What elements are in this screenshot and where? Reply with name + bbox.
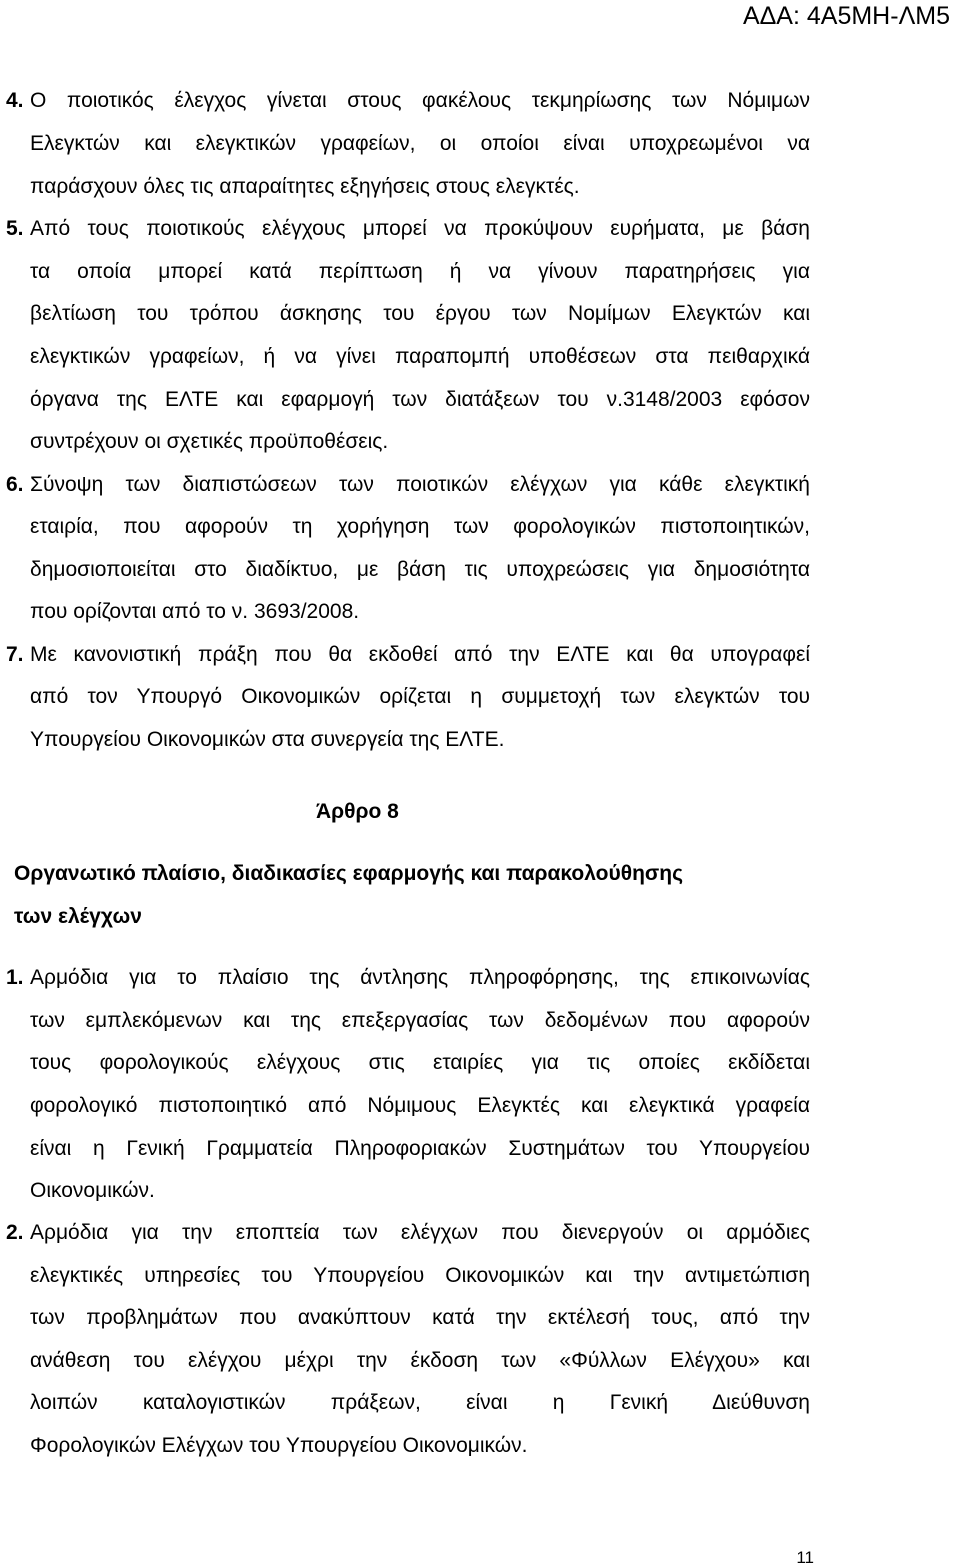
item-number: 5. bbox=[6, 217, 24, 240]
item-text-line: ανάθεση του ελέγχου μέχρι την έκδοση των «Φύλλων Ελέγχου» και bbox=[30, 1349, 810, 1372]
item-text-line: των εμπλεκόμενων και της επεξεργασίας των δεδομένων που αφορούν bbox=[30, 1009, 810, 1032]
item-text-line: που ορίζονται από το ν. 3693/2008. bbox=[30, 600, 360, 623]
item-text-line: βελτίωση του τρόπου άσκησης του έργου των Νομίμων Ελεγκτών και bbox=[30, 302, 810, 325]
item-text-line: φορολογικό πιστοποιητικό από Νόμιμους Ελεγκτές και ελεγκτικά γραφεία bbox=[30, 1094, 810, 1117]
item-text-line: Με κανονιστική πράξη που θα εκδοθεί από την ΕΛΤΕ και θα υπογραφεί bbox=[30, 643, 810, 666]
item-text-line: ελεγκτικών γραφείων, ή να γίνει παραπομπή υποθέσεων στα πειθαρχικά bbox=[30, 345, 810, 368]
item-text-line: Ελεγκτών και ελεγκτικών γραφείων, οι οποίοι είναι υποχρεωμένοι να bbox=[30, 132, 810, 155]
article-subtitle: των ελέγχων bbox=[14, 905, 142, 928]
item-text-line: εταιρία, που αφορούν τη χορήγηση των φορολογικών πιστοποιητικών, bbox=[30, 515, 810, 538]
item-text-line: Αρμόδια για το πλαίσιο της άντλησης πληροφόρησης, της επικοινωνίας bbox=[30, 966, 810, 989]
item-number: 4. bbox=[6, 89, 24, 112]
item-text-line: Αρμόδια για την εποπτεία των ελέγχων που διενεργούν οι αρμόδιες bbox=[30, 1221, 810, 1244]
item-text-line: όργανα της ΕΛΤΕ και εφαρμογή των διατάξεων του ν.3148/2003 εφόσον bbox=[30, 388, 810, 411]
item-text-line: από τον Υπουργό Οικονομικών ορίζεται η συμμετοχή των ελεγκτών του bbox=[30, 685, 810, 708]
item-text-line: λοιπών καταλογιστικών πράξεων, είναι η Γενική Διεύθυνση bbox=[30, 1391, 810, 1414]
item-text-line: τους φορολογικούς ελέγχους στις εταιρίες για τις οποίες εκδίδεται bbox=[30, 1051, 810, 1074]
item-number: 1. bbox=[6, 966, 24, 989]
item-number: 6. bbox=[6, 473, 24, 496]
article-title: Άρθρο 8 bbox=[316, 800, 399, 823]
item-text-line: των προβλημάτων που ανακύπτουν κατά την εκτέλεσή τους, από την bbox=[30, 1306, 810, 1329]
item-text-line: ελεγκτικές υπηρεσίες του Υπουργείου Οικονομικών και την αντιμετώπιση bbox=[30, 1264, 810, 1287]
item-number: 2. bbox=[6, 1221, 24, 1244]
item-number: 7. bbox=[6, 643, 24, 666]
item-text-line: δημοσιοποιείται στο διαδίκτυο, με βάση τις υποχρεώσεις για δημοσιότητα bbox=[30, 558, 810, 581]
item-text-line: Σύνοψη των διαπιστώσεων των ποιοτικών ελέγχων για κάθε ελεγκτική bbox=[30, 473, 810, 496]
item-text-line: Οικονομικών. bbox=[30, 1179, 155, 1202]
item-text-line: Φορολογικών Ελέγχων του Υπουργείου Οικονομικών. bbox=[30, 1434, 528, 1457]
item-text-line: Από τους ποιοτικούς ελέγχους μπορεί να προκύψουν ευρήματα, με βάση bbox=[30, 217, 810, 240]
document-code: ΑΔΑ: 4Α5ΜΗ-ΛΜ5 bbox=[742, 2, 950, 30]
page-number: 11 bbox=[796, 1548, 814, 1567]
item-text-line: παράσχουν όλες τις απαραίτητες εξηγήσεις στους ελεγκτές. bbox=[30, 175, 580, 198]
article-subtitle: Οργανωτικό πλαίσιο, διαδικασίες εφαρμογής και παρακολούθησης bbox=[14, 862, 684, 885]
item-text-line: Ο ποιοτικός έλεγχος γίνεται στους φακέλους τεκμηρίωσης των Νόμιμων bbox=[30, 89, 810, 112]
item-text-line: συντρέχουν οι σχετικές προϋποθέσεις. bbox=[30, 430, 389, 453]
item-text-line: Υπουργείου Οικονομικών στα συνεργεία της ΕΛΤΕ. bbox=[30, 728, 505, 751]
item-text-line: είναι η Γενική Γραμματεία Πληροφοριακών Συστημάτων του Υπουργείου bbox=[30, 1137, 810, 1160]
item-text-line: τα οποία μπορεί κατά περίπτωση ή να γίνουν παρατηρήσεις για bbox=[30, 260, 810, 283]
